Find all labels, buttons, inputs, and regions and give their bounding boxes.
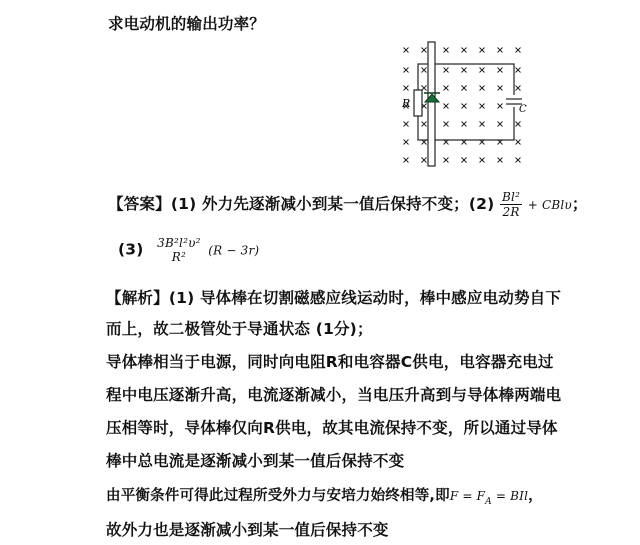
resistor-label: R (402, 97, 411, 110)
analysis-line-4: 程中电压逐渐升高，电流逐渐减小，当电压升高到与导体棒两端电 (106, 386, 562, 404)
analysis-line-3: 导体棒相当于电源，同时向电阻R和电容器C供电，电容器充电过 (106, 353, 554, 371)
analysis-text: (1) 导体棒在切割磁感应线运动时，棒中感应电动势自下 (168, 289, 562, 307)
answer-part2-fraction (500, 190, 522, 219)
analysis-line-6: 棒中总电流是逐渐减小到某一值后保持不变 (106, 452, 405, 470)
analysis-heading: 【解析】 (106, 289, 169, 307)
fraction-denominator: 2R (502, 205, 520, 219)
answer-heading: 【答案】 (108, 195, 171, 213)
question-text: 求电动机的输出功率？ (108, 15, 266, 33)
fraction-denominator: R² (171, 250, 186, 264)
capacitor-label: C (519, 104, 527, 115)
answer-part3-tail: (R − 3r) (208, 243, 260, 258)
diode-symbol (425, 94, 439, 102)
resistor-symbol (414, 90, 422, 116)
circuit-diagram (388, 40, 528, 170)
answer-line-2 (118, 236, 259, 264)
answer-line-1 (108, 190, 588, 219)
analysis-text: ， (528, 488, 543, 504)
formula-force: F = F (449, 489, 486, 503)
conductor-rod (428, 42, 435, 166)
formula-force-2: = BIl (491, 489, 529, 503)
analysis-line-5: 压相等时，导体棒仅向R供电，故其电流保持不变，所以通过导体 (106, 419, 558, 437)
answer-part2-tail: + CBlυ (527, 198, 572, 212)
answer-part1: (1) 外力先逐渐减小到某一值后保持不变；(2) (170, 195, 495, 213)
fraction-numerator: Bl² (502, 190, 521, 204)
analysis-line-7 (106, 484, 543, 507)
analysis-line-1 (106, 286, 561, 308)
analysis-line-8: 故外力也是逐渐减小到某一值后保持不变 (106, 521, 389, 539)
answer-part3-label: (3) (118, 240, 144, 259)
answer-part2-end: ； (571, 195, 588, 213)
answer-part3-fraction (155, 236, 202, 264)
analysis-line-2: 而上，故二极管处于导通状态 (1分)； (106, 320, 373, 338)
analysis-text: 由平衡条件可得此过程所受外力与安培力始终相等,即 (106, 488, 450, 504)
fraction-numerator: 3B²l²υ² (157, 236, 201, 250)
formula-subscript: A (485, 496, 492, 507)
